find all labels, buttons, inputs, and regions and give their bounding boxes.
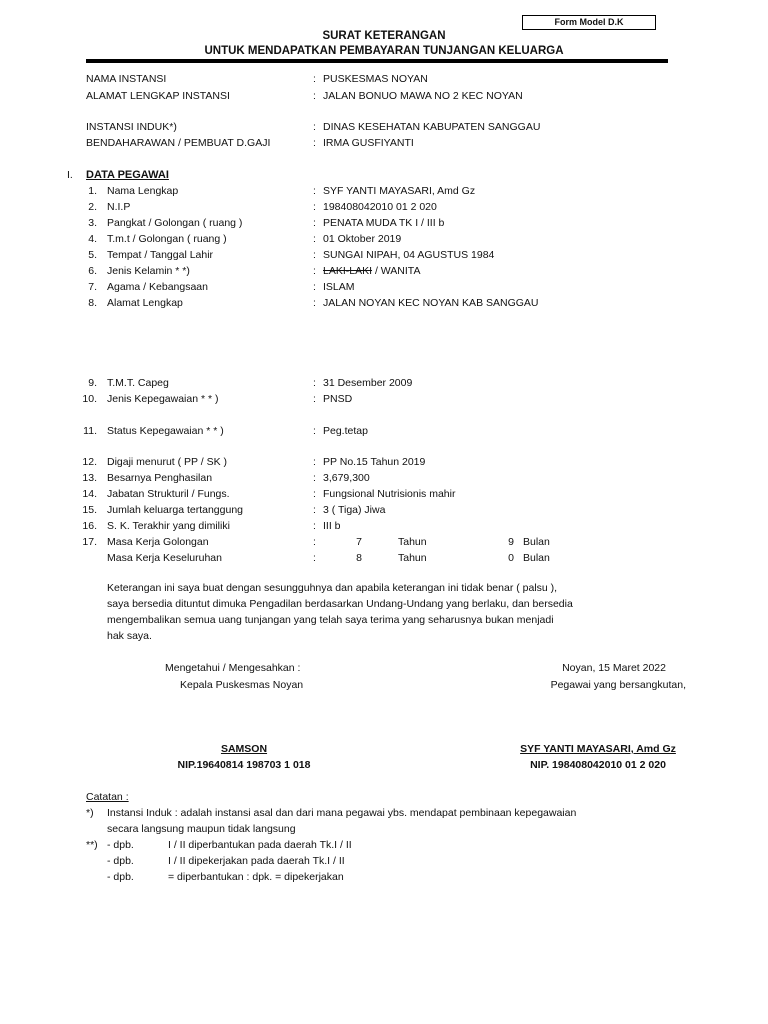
sign-right-date: Noyan, 15 Maret 2022 [562, 662, 666, 674]
item-label-agama: Agama / Kebangsaan [107, 281, 208, 293]
item-number: 6. [88, 265, 97, 277]
notes-row-abbr: - dpb. [107, 839, 134, 851]
item-label-tempat-lahir: Tempat / Tanggal Lahir [107, 249, 214, 261]
item-number: 3. [88, 217, 97, 229]
colon: : [313, 249, 316, 261]
sign-left-line2: Kepala Puskesmas Noyan [180, 679, 304, 691]
field-value-bendaharawan: IRMA GUSFIYANTI [323, 137, 414, 149]
item-value-status-kepegawaian: Peg.tetap [323, 425, 368, 437]
field-label-bendaharawan: BENDAHARAWAN / PEMBUAT D.GAJI [86, 137, 271, 149]
masa-kerja-keseluruhan-years: 8 [356, 552, 362, 564]
item-label-nip: N.I.P [107, 201, 131, 213]
sign-left-nip: NIP.19640814 198703 1 018 [177, 759, 311, 771]
item-label-digaji-menurut: Digaji menurut ( PP / SK ) [107, 456, 228, 468]
item-value-jenis-kelamin [323, 265, 420, 277]
notes-title: Catatan : [86, 791, 129, 803]
sign-right-line2: Pegawai yang bersangkutan, [550, 679, 686, 691]
item-value-tempat-lahir: SUNGAI NIPAH, 04 AGUSTUS 1984 [323, 249, 495, 261]
item-label-jabatan: Jabatan Strukturil / Fungs. [107, 488, 230, 500]
colon: : [313, 504, 316, 516]
form-model-box: Form Model D.K [522, 15, 656, 30]
bulan-label: Bulan [523, 552, 550, 564]
item-value-digaji-menurut: PP No.15 Tahun 2019 [323, 456, 426, 468]
item-label-nama-lengkap: Nama Lengkap [107, 185, 179, 197]
sign-right-nip: NIP. 198408042010 01 2 020 [530, 759, 666, 771]
item-label-status-kepegawaian: Status Kepegawaian * * ) [107, 425, 224, 437]
colon: : [313, 185, 316, 197]
field-label-nama-instansi: NAMA INSTANSI [86, 73, 167, 85]
colon: : [313, 233, 316, 245]
masa-kerja-golongan-months: 9 [508, 536, 514, 548]
item-label-jumlah-keluarga: Jumlah keluarga tertanggung [107, 504, 244, 516]
item-value-alamat: JALAN NOYAN KEC NOYAN KAB SANGGAU [323, 297, 539, 309]
sign-left-name: SAMSON [220, 743, 268, 755]
document-subtitle: UNTUK MENDAPATKAN PEMBAYARAN TUNJANGAN KELUARGA [204, 45, 564, 57]
colon: : [313, 472, 316, 484]
item-value-pangkat: PENATA MUDA TK I / III b [323, 217, 445, 229]
colon: : [313, 297, 316, 309]
item-number: 9. [88, 377, 97, 389]
tahun-label: Tahun [398, 536, 427, 548]
colon: : [313, 121, 316, 133]
section-number: I. [67, 169, 73, 181]
item-label-pangkat: Pangkat / Golongan ( ruang ) [107, 217, 243, 229]
field-label-alamat-instansi: ALAMAT LENGKAP INSTANSI [86, 90, 230, 102]
sign-right-name: SYF YANTI MAYASARI, Amd Gz [520, 743, 676, 755]
colon: : [313, 217, 316, 229]
item-number: 5. [88, 249, 97, 261]
notes-row-text: = diperbantukan : dpk. = dipekerjakan [168, 871, 344, 883]
colon: : [313, 456, 316, 468]
struck-option: LAKI-LAKI [323, 265, 373, 277]
masa-kerja-golongan-label: Masa Kerja Golongan [107, 536, 209, 548]
colon: : [313, 520, 316, 532]
item-value-nama-lengkap: SYF YANTI MAYASARI, Amd Gz [323, 185, 476, 197]
document-title: SURAT KETERANGAN [322, 30, 446, 42]
item-label-sk-terakhir: S. K. Terakhir yang dimiliki [107, 520, 230, 532]
notes-row-abbr: - dpb. [107, 871, 134, 883]
item-value-jenis-kepegawaian: PNSD [323, 393, 353, 405]
field-label-instansi-induk: INSTANSI INDUK*) [86, 121, 177, 133]
colon: : [313, 265, 316, 277]
item-number: 16. [82, 520, 97, 532]
statement-line: Keterangan ini saya buat dengan sesungguhnya dan apabila keterangan ini tidak benar ( palsu ), [107, 582, 558, 594]
colon: : [313, 425, 316, 437]
colon: : [313, 536, 316, 548]
field-value-alamat-instansi: JALAN BONUO MAWA NO 2 KEC NOYAN [323, 90, 523, 102]
item-value-jumlah-keluarga: 3 ( Tiga) Jiwa [323, 504, 386, 516]
item-value-tmt-golongan: 01 Oktober 2019 [323, 233, 402, 245]
statement-line: hak saya. [107, 630, 152, 642]
item-value-jabatan: Fungsional Nutrisionis mahir [323, 488, 456, 500]
section-title: DATA PEGAWAI [86, 169, 169, 181]
colon: : [313, 393, 316, 405]
notes-row-text: I / II dipekerjakan pada daerah Tk.I / II [168, 855, 345, 867]
colon: : [313, 552, 316, 564]
item-label-tmt-capeg: T.M.T. Capeg [107, 377, 169, 389]
colon: : [313, 201, 316, 213]
notes-star1-line1: Instansi Induk : adalah instansi asal dan dari mana pegawai ybs. mendapat pembinaan kepegawaian [107, 807, 577, 819]
colon: : [313, 377, 316, 389]
statement-line: mengembalikan semua uang tunjangan yang telah saya terima yang seharusnya bukan menjadi [107, 614, 554, 626]
item-number: 4. [88, 233, 97, 245]
masa-kerja-golongan-years: 7 [356, 536, 362, 548]
item-number: 2. [88, 201, 97, 213]
masa-kerja-keseluruhan-months: 0 [508, 552, 514, 564]
item-number: 11. [83, 425, 97, 437]
notes-star1-line2: secara langsung maupun tidak langsung [107, 823, 296, 835]
field-value-instansi-induk: DINAS KESEHATAN KABUPATEN SANGGAU [323, 121, 541, 133]
item-label-tmt-golongan: T.m.t / Golongan ( ruang ) [107, 233, 227, 245]
item-value-nip: 198408042010 01 2 020 [323, 201, 437, 213]
colon: : [313, 488, 316, 500]
field-value-nama-instansi: PUSKESMAS NOYAN [323, 73, 428, 85]
notes-star1-mark: *) [86, 807, 94, 819]
notes-row-text: I / II diperbantukan pada daerah Tk.I / II [168, 839, 352, 851]
item-number: 7. [88, 281, 97, 293]
item-value-agama: ISLAM [323, 281, 355, 293]
bulan-label: Bulan [523, 536, 550, 548]
item-label-penghasilan: Besarnya Penghasilan [107, 472, 213, 484]
item-number: 10. [82, 393, 97, 405]
item-number: 13. [82, 472, 97, 484]
item-label-jenis-kelamin: Jenis Kelamin * *) [107, 265, 190, 277]
item-value-sk-terakhir: III b [323, 520, 341, 532]
item-label-jenis-kepegawaian: Jenis Kepegawaian * * ) [107, 393, 219, 405]
item-label-alamat: Alamat Lengkap [107, 297, 183, 309]
colon: : [313, 281, 316, 293]
item-value-penghasilan: 3,679,300 [323, 472, 370, 484]
colon: : [313, 137, 316, 149]
item-number: 12. [82, 456, 97, 468]
masa-kerja-keseluruhan-label: Masa Kerja Keseluruhan [107, 552, 222, 564]
statement-line: saya bersedia dituntut dimuka Pengadilan berdasarkan Undang-Undang yang berlaku, dan bersedia [107, 598, 573, 610]
item-number: 8. [88, 297, 97, 309]
item-number: 15. [82, 504, 97, 516]
title-rule [86, 59, 668, 63]
item-number: 14. [82, 488, 97, 500]
notes-row-abbr: - dpb. [107, 855, 134, 867]
selected-option: / WANITA [372, 265, 421, 277]
item-number: 17. [82, 536, 97, 548]
colon: : [313, 90, 316, 102]
sign-left-line1: Mengetahui / Mengesahkan : [165, 662, 301, 674]
colon: : [313, 73, 316, 85]
notes-star2-mark: **) [86, 839, 98, 851]
tahun-label: Tahun [398, 552, 427, 564]
item-value-tmt-capeg: 31 Desember 2009 [323, 377, 413, 389]
item-number: 1. [88, 185, 97, 197]
